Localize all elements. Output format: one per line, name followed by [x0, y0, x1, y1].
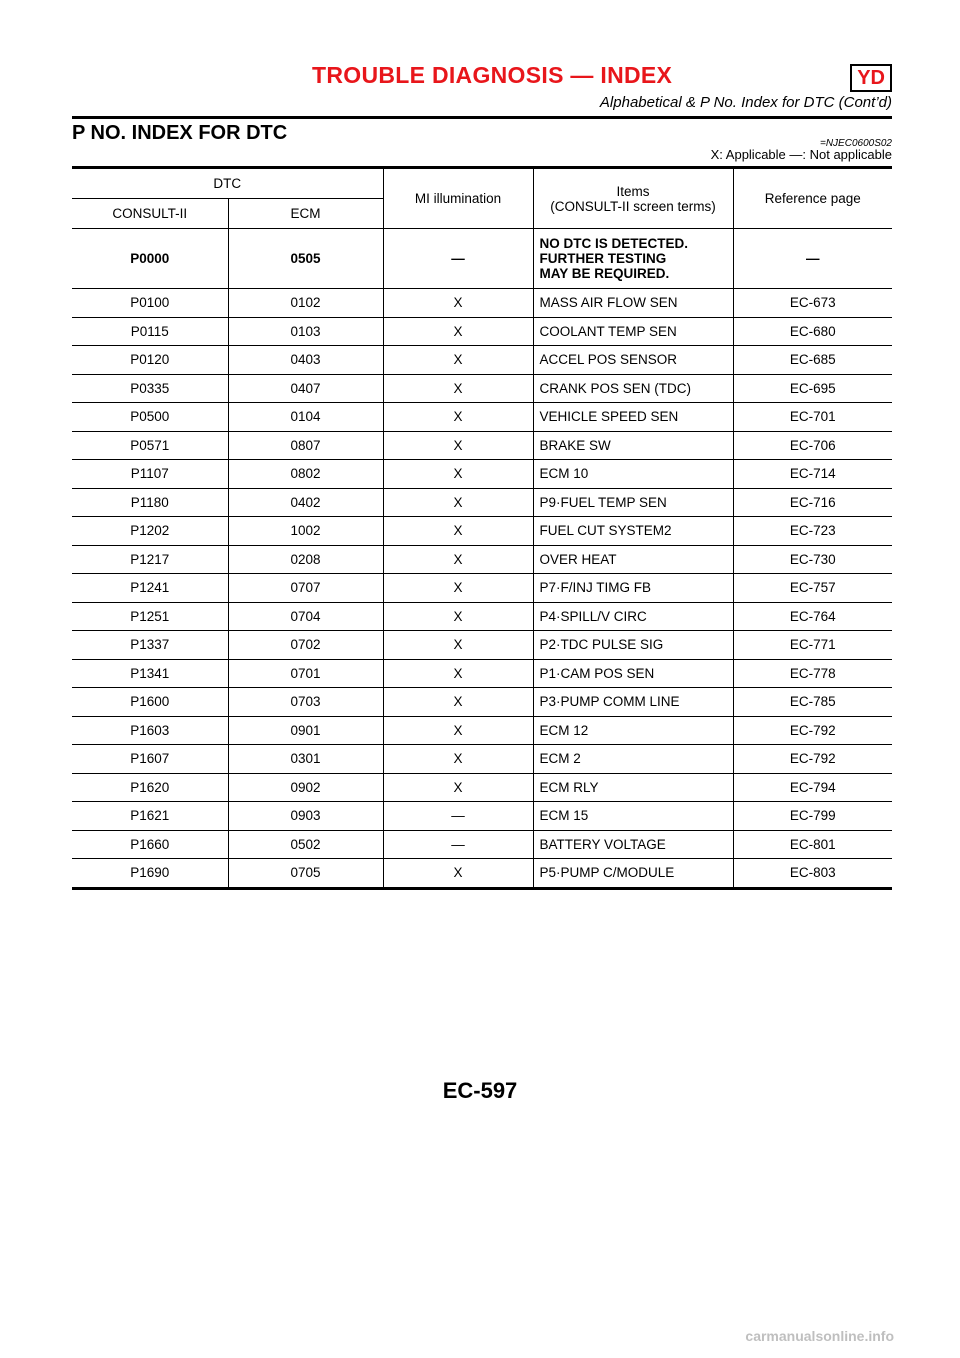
- cell-ref: EC-706: [733, 431, 892, 460]
- cell-item: ECM 12: [533, 716, 733, 745]
- cell-consult: P0100: [72, 289, 228, 318]
- cell-ecm: 0902: [228, 773, 383, 802]
- cell-consult: P1341: [72, 659, 228, 688]
- cell-mi: X: [383, 574, 533, 603]
- table-row: [72, 773, 892, 802]
- cell-consult: P1600: [72, 688, 228, 717]
- table-row: [72, 403, 892, 432]
- section-title: P NO. INDEX FOR DTC: [72, 122, 288, 144]
- section-code: =NJEC0600S02: [820, 138, 892, 149]
- cell-ref: EC-695: [733, 374, 892, 403]
- cell-mi: X: [383, 403, 533, 432]
- cell-consult: P0120: [72, 346, 228, 375]
- table-row: [72, 317, 892, 346]
- cell-item: BRAKE SW: [533, 431, 733, 460]
- cell-consult: P0115: [72, 317, 228, 346]
- cell-consult: P1107: [72, 460, 228, 489]
- table-row: [72, 229, 892, 289]
- cell-item: COOLANT TEMP SEN: [533, 317, 733, 346]
- cell-consult: P1620: [72, 773, 228, 802]
- cell-ecm: 0802: [228, 460, 383, 489]
- cell-mi: X: [383, 602, 533, 631]
- cell-ecm: 0102: [228, 289, 383, 318]
- header-rule: [72, 116, 892, 119]
- cell-ecm: 0403: [228, 346, 383, 375]
- header-items-line2: (CONSULT-II screen terms): [550, 198, 716, 214]
- cell-ref: EC-716: [733, 488, 892, 517]
- cell-ecm: 0901: [228, 716, 383, 745]
- cell-consult: P0000: [72, 229, 228, 289]
- cell-ref: EC-778: [733, 659, 892, 688]
- table-row: [72, 574, 892, 603]
- cell-ref: EC-792: [733, 745, 892, 774]
- watermark: carmanualsonline.info: [745, 1328, 894, 1344]
- cell-consult: P1337: [72, 631, 228, 660]
- section-legend: X: Applicable —: Not applicable: [710, 147, 892, 162]
- cell-ecm: 0702: [228, 631, 383, 660]
- cell-item: P9·FUEL TEMP SEN: [533, 488, 733, 517]
- cell-consult: P1603: [72, 716, 228, 745]
- table-row: [72, 659, 892, 688]
- cell-ecm: 0707: [228, 574, 383, 603]
- cell-item: ECM RLY: [533, 773, 733, 802]
- cell-mi: X: [383, 374, 533, 403]
- cell-consult: P1217: [72, 545, 228, 574]
- cell-ref: EC-730: [733, 545, 892, 574]
- header-mi: MI illumination: [383, 168, 533, 229]
- cell-ecm: 0103: [228, 317, 383, 346]
- cell-item: P1·CAM POS SEN: [533, 659, 733, 688]
- cell-ecm: 0807: [228, 431, 383, 460]
- header-row: [72, 168, 892, 199]
- table-row: [72, 859, 892, 889]
- table-row: [72, 431, 892, 460]
- cell-item: P2·TDC PULSE SIG: [533, 631, 733, 660]
- cell-item-line2: FURTHER TESTING: [539, 251, 667, 266]
- page-number: EC-597: [442, 1078, 518, 1103]
- cell-mi: X: [383, 716, 533, 745]
- table-row: [72, 374, 892, 403]
- table-row: [72, 716, 892, 745]
- dtc-index-table: [72, 166, 892, 890]
- cell-consult: P0571: [72, 431, 228, 460]
- cell-mi: X: [383, 859, 533, 889]
- header-ref: Reference page: [733, 168, 892, 229]
- header-ecm: ECM: [228, 199, 383, 229]
- table-row: [72, 545, 892, 574]
- cell-ref: EC-673: [733, 289, 892, 318]
- header-consult: CONSULT-II: [72, 199, 228, 229]
- cell-ref: EC-785: [733, 688, 892, 717]
- table-row: [72, 602, 892, 631]
- table-row: [72, 289, 892, 318]
- header-badge: YD: [850, 64, 892, 92]
- cell-consult: P1660: [72, 830, 228, 859]
- cell-ecm: 0903: [228, 802, 383, 831]
- cell-ref: EC-701: [733, 403, 892, 432]
- table-row: [72, 802, 892, 831]
- cell-mi: X: [383, 688, 533, 717]
- header-dtc: DTC: [72, 168, 383, 199]
- cell-ref: EC-801: [733, 830, 892, 859]
- cell-consult: P1607: [72, 745, 228, 774]
- cell-mi: X: [383, 460, 533, 489]
- cell-item: P7·F/INJ TIMG FB: [533, 574, 733, 603]
- cell-item: ECM 2: [533, 745, 733, 774]
- cell-ecm: 0402: [228, 488, 383, 517]
- cell-item: ECM 10: [533, 460, 733, 489]
- table-row: [72, 460, 892, 489]
- cell-ref: EC-714: [733, 460, 892, 489]
- cell-mi: X: [383, 317, 533, 346]
- cell-ref: —: [733, 229, 892, 289]
- cell-mi: X: [383, 431, 533, 460]
- cell-item: ACCEL POS SENSOR: [533, 346, 733, 375]
- cell-ecm: 1002: [228, 517, 383, 546]
- cell-consult: P1202: [72, 517, 228, 546]
- table-row: [72, 488, 892, 517]
- cell-ecm: 0301: [228, 745, 383, 774]
- cell-item-line3: MAY BE REQUIRED.: [539, 266, 670, 281]
- cell-item: P5·PUMP C/MODULE: [533, 859, 733, 889]
- cell-ecm: 0704: [228, 602, 383, 631]
- cell-mi: X: [383, 745, 533, 774]
- cell-item: MASS AIR FLOW SEN: [533, 289, 733, 318]
- cell-item: [533, 229, 733, 289]
- table-row: [72, 688, 892, 717]
- table-row: [72, 830, 892, 859]
- cell-item: OVER HEAT: [533, 545, 733, 574]
- header-items-line1: Items: [616, 183, 650, 199]
- cell-ref: EC-803: [733, 859, 892, 889]
- cell-ecm: 0703: [228, 688, 383, 717]
- cell-item: ECM 15: [533, 802, 733, 831]
- cell-ecm: 0705: [228, 859, 383, 889]
- cell-mi: —: [383, 830, 533, 859]
- cell-item: CRANK POS SEN (TDC): [533, 374, 733, 403]
- cell-ref: EC-680: [733, 317, 892, 346]
- table-row: [72, 346, 892, 375]
- cell-mi: X: [383, 545, 533, 574]
- cell-ecm: 0701: [228, 659, 383, 688]
- header-title: TROUBLE DIAGNOSIS — INDEX: [312, 62, 673, 88]
- cell-ecm: 0208: [228, 545, 383, 574]
- cell-ref: EC-685: [733, 346, 892, 375]
- cell-mi: X: [383, 488, 533, 517]
- table-row: [72, 631, 892, 660]
- cell-consult: P0500: [72, 403, 228, 432]
- cell-ecm: 0104: [228, 403, 383, 432]
- cell-mi: X: [383, 346, 533, 375]
- cell-mi: X: [383, 773, 533, 802]
- cell-ref: EC-794: [733, 773, 892, 802]
- cell-consult: P1241: [72, 574, 228, 603]
- cell-consult: P1180: [72, 488, 228, 517]
- cell-item-line1: NO DTC IS DETECTED.: [539, 236, 689, 251]
- cell-item: BATTERY VOLTAGE: [533, 830, 733, 859]
- cell-consult: P1621: [72, 802, 228, 831]
- cell-mi: X: [383, 631, 533, 660]
- header-subtitle: Alphabetical & P No. Index for DTC (Cont’d): [599, 94, 892, 111]
- cell-ref: EC-764: [733, 602, 892, 631]
- cell-ecm: 0505: [228, 229, 383, 289]
- cell-mi: X: [383, 289, 533, 318]
- cell-mi: —: [383, 802, 533, 831]
- cell-ref: EC-799: [733, 802, 892, 831]
- cell-item: P4·SPILL/V CIRC: [533, 602, 733, 631]
- cell-mi: X: [383, 659, 533, 688]
- cell-consult: P1251: [72, 602, 228, 631]
- cell-item: VEHICLE SPEED SEN: [533, 403, 733, 432]
- table-row: [72, 517, 892, 546]
- cell-mi: X: [383, 517, 533, 546]
- cell-ref: EC-757: [733, 574, 892, 603]
- cell-ecm: 0502: [228, 830, 383, 859]
- cell-consult: P0335: [72, 374, 228, 403]
- cell-consult: P1690: [72, 859, 228, 889]
- cell-mi: —: [383, 229, 533, 289]
- cell-ref: EC-771: [733, 631, 892, 660]
- cell-ref: EC-723: [733, 517, 892, 546]
- header-items: [533, 168, 733, 229]
- cell-ref: EC-792: [733, 716, 892, 745]
- cell-item: P3·PUMP COMM LINE: [533, 688, 733, 717]
- cell-item: FUEL CUT SYSTEM2: [533, 517, 733, 546]
- cell-ecm: 0407: [228, 374, 383, 403]
- table-row: [72, 745, 892, 774]
